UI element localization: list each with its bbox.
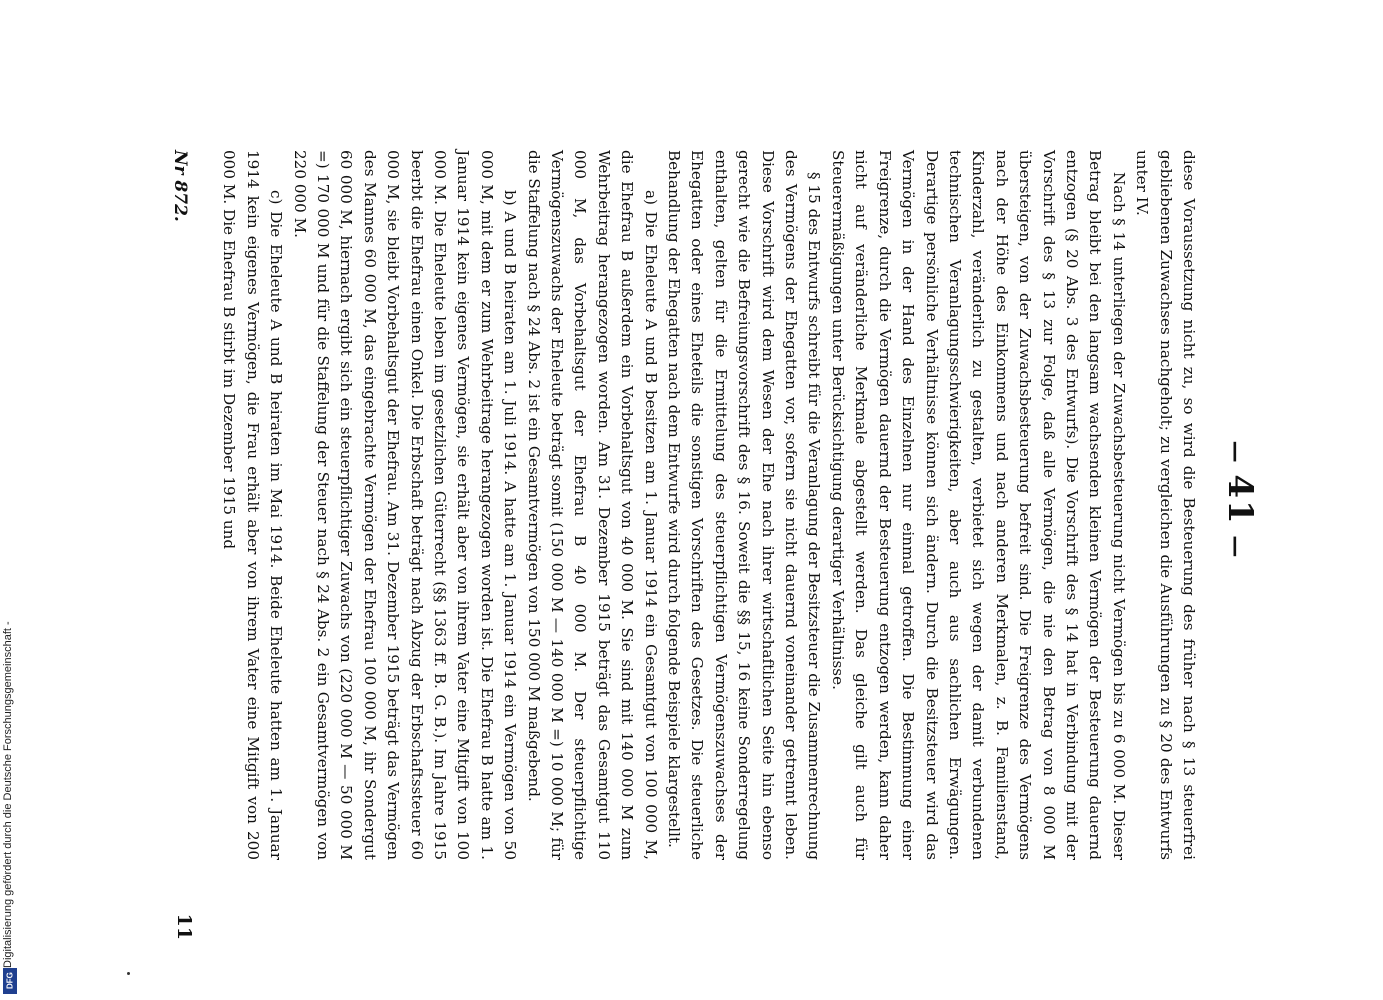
paragraph: c) Die Eheleute A und B heiraten im Mai 1914. Beide Eheleute hatten am 1. Januar 1914 kein eigenes Vermögen, die Frau erhält aber von ihrem Vater eine Mitgift von 200 000 M. Die Ehefrau B stirbt im Dezember 1915 und <box>220 150 286 860</box>
printer-signature: Nr 872. <box>170 150 190 222</box>
sheet-number: 11 <box>173 913 195 940</box>
funding-strip <box>0 0 24 1000</box>
paragraph: diese Voraussetzung nicht zu, so wird die Besteuerung des früher nach § 13 steuerfrei gebliebenen Zuwachses nachgeholt; zu vergleichen die Ausführungen zu § 20 des Entwurfs unter IV. <box>1133 150 1198 860</box>
paragraph: b) A und B heiraten am 1. Juli 1914. A hatte am 1. Januar 1914 ein Vermögen von 50 000 M, mit dem er zum Wehrbeitrage herangezogen worden ist. Die Ehefrau B hatte am 1. Januar 1914 kein eigenes Vermögen, sie erhält aber von ihrem Vater eine Mitgift von 100 000 M. Die Eheleute leben im gesetzlichen Güterrecht (§§ 1363 ff. B. G. B.). Im Jahre 1915 beerbt die Ehefrau einen Onkel. Die Erbschaft beträgt nach Abzug der Erbschaftssteuer 60 000 M, sie bleibt Vorbehaltsgut der Ehefrau. Am 31. Dezember 1915 beträgt das Vermögen des Mannes 60 000 M, das eingebrachte Vermögen der Ehefrau 100 000 M, ihr Sondergut 60 000 M, hiernach ergibt sich ein steuerpflichtiger Zuwachs von (220 000 M — 50 000 M =) 170 000 M und für die Staffelung der Steuer nach § 24 Abs. 2 ein Gesamtvermögen von 220 000 M. <box>290 150 520 860</box>
page-number: 41 <box>1220 474 1260 526</box>
paragraph: Nach § 14 unterliegen der Zuwachsbesteuerung nicht Vermögen bis zu 6 000 M. Dieser Betrag bleibt bei den langsam wachsenden kleinen Vermögen der Besteuerung dauernd entzogen (§ 20 Abs. 3 des Entwurfs). Die Vorschrift des § 14 hat in Verbindung mit der Vorschrift des § 13 zur Folge, daß alle Vermögen, die nie den Betrag von 8 000 M übersteigen, von der Zuwachsbesteuerung befreit sind. Die Freigrenze des Vermögens nach der Höhe des Einkommens und nach anderen Merkmalen, z. B. Familienstand, Kinderzahl, veränderlich zu gestalten, verbietet sich wegen der damit verbundenen technischen Veranlagungsschwierigkeiten, aber auch aus sachlichen Erwägungen. Derartige persönliche Verhältnisse können sich ändern. Durch die Besitzsteuer wird das Vermögen in der Hand des Einzelnen nur einmal getroffen. Die Bestimmung einer Freigrenze, durch die Vermögen dauernd der Besteuerung entzogen werden, kann daher nicht auf veränderliche Merkmale abgestellt werden. Das gleiche gilt auch für Steuerermäßigungen unter Berücksichtigung derartiger Verhältnisse. <box>828 150 1128 860</box>
speck-mark <box>127 972 130 975</box>
dfg-logo: DFG <box>3 968 17 994</box>
paragraph: a) Die Eheleute A und B besitzen am 1. Januar 1914 ein Gesamtgut von 100 000 M, die Ehefrau B außerdem ein Vorbehaltsgut von 40 000 M. Sie sind mit 140 000 M zum Wehrbeitrag herangezogen worden. Am 31. Dezember 1915 beträgt das Gesamtgut 110 000 M, das Vorbehaltsgut der Ehefrau B 40 000 M. Der steuerpflichtige Vermögenszuwachs der Eheleute beträgt somit (150 000 M — 140 000 M =) 10 000 M; für die Staffelung nach § 24 Abs. 2 ist ein Gesamtvermögen von 150 000 M maßgebend. <box>524 150 660 860</box>
page-number-header <box>1220 0 1260 1000</box>
page-number-dash-left: — <box>1223 440 1249 465</box>
body-text <box>217 150 1200 860</box>
page-number-dash-right: — <box>1223 535 1249 560</box>
document-page <box>100 0 1270 1000</box>
funding-notice: Digitalisierung gefördert durch die Deutsche Forschungsgemeinschaft - <box>2 621 14 968</box>
paragraph: § 15 des Entwurfs schreibt für die Veranlagung der Besitzsteuer die Zusammenrechnung des Vermögens der Ehegatten vor, sofern sie nicht dauernd voneinander getrennt leben. Diese Vorschrift wird dem Wesen der Ehe nach ihrer wirtschaftlichen Seite hin ebenso gerecht wie die Befreiungsvorschrift des § 16. Soweit die §§ 15, 16 keine Sonderregelung enthalten, gelten für die Ermittelung des steuerpflichtigen Vermögenszuwachses der Ehegatten oder eines Eheteils die sonstigen Vorschriften des Gesetzes. Die steuerliche Behandlung der Ehegatten nach dem Entwurfe wird durch folgende Beispiele klargestellt. <box>665 150 824 860</box>
